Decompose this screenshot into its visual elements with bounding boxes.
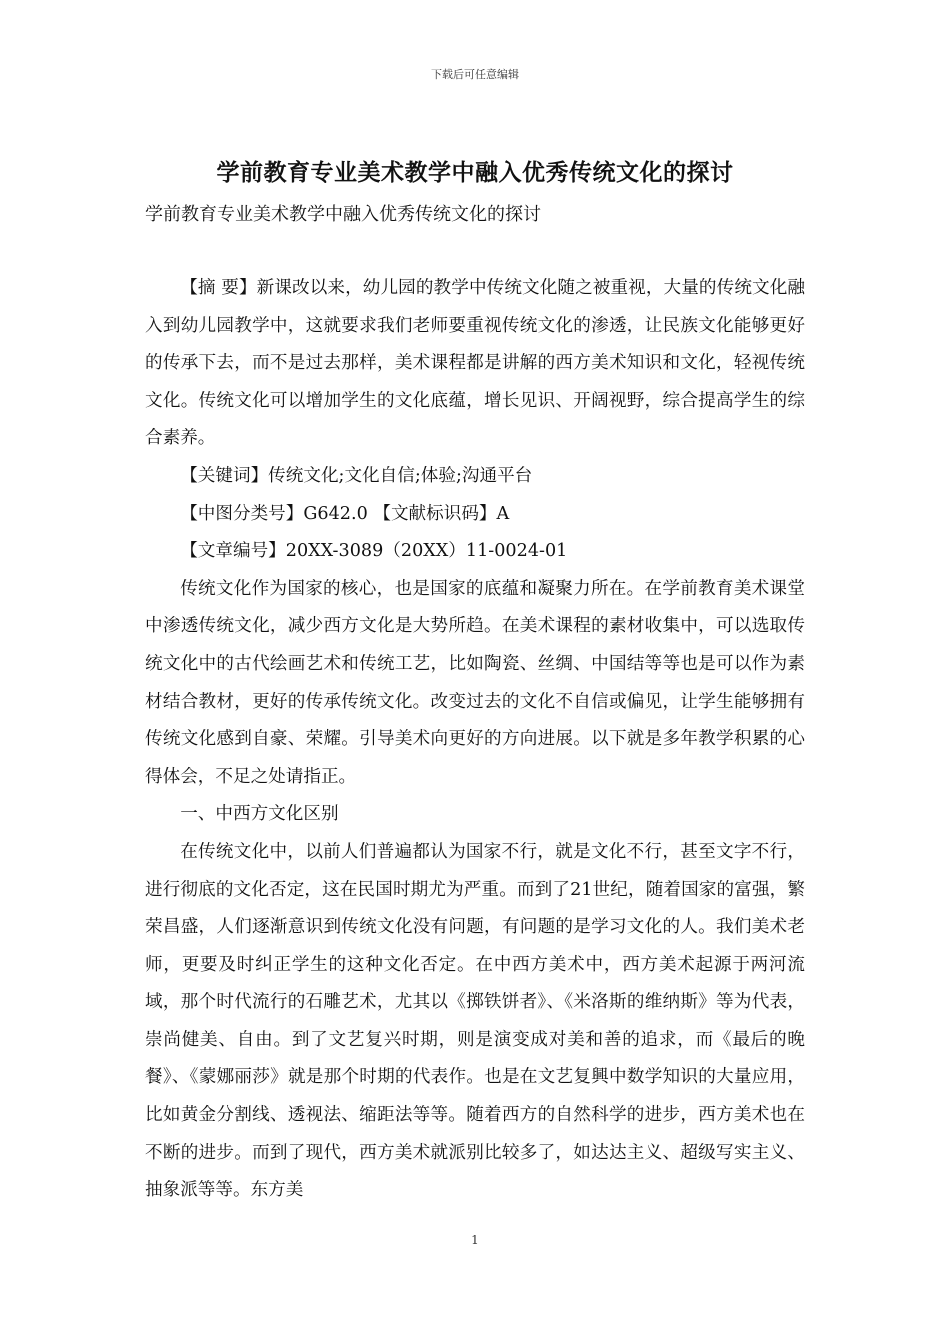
page-number: 1 — [471, 1233, 479, 1247]
intro-paragraph: 传统文化作为国家的核心，也是国家的底蕴和凝聚力所在。在学前教育美术课堂中渗透传统文化，减少西方文化是大势所趋。在美术课程的素材收集中，可以选取传统文化中的古代绘画艺术和传统工艺，比如陶瓷、丝绸、中国结等等也是可以作为素材结合教材，更好的传承传统文化。改变过去的文化不自信或偏见，让学生能够拥有传统文化感到自豪、荣耀。引导美术向更好的方向进展。以下就是多年教学积累的心得体会，不足之处请指正。 — [145, 578, 805, 787]
abstract-paragraph: 【摘 要】新课改以来，幼儿园的教学中传统文化随之被重视，大量的传统文化融入到幼儿园教学中，这就要求我们老师要重视传统文化的渗透，让民族文化能够更好的传承下去，而不是过去那样，美术课程都是讲解的西方美术知识和文化，轻视传统文化。传统文化可以增加学生的文化底蕴，增长见识、开阔视野，综合提高学生的综合素养。 — [145, 278, 805, 449]
document-title: 学前教育专业美术教学中融入优秀传统文化的探讨 — [216, 159, 734, 186]
document-subtitle: 学前教育专业美术教学中融入优秀传统文化的探讨 — [145, 204, 541, 225]
article-number-paragraph: 【文章编号】20XX-3089（20XX）11-0024-01 — [180, 541, 568, 562]
document-body — [145, 270, 805, 1210]
body-paragraph: 在传统文化中，以前人们普遍都认为国家不行，就是文化不行，甚至文字不行，进行彻底的文化否定，这在民国时期尤为严重。而到了21世纪，随着国家的富强，繁荣昌盛，人们逐渐意识到传统文化没有问题，有问题的是学习文化的人。我们美术老师，更要及时纠正学生的这种文化否定。在中西方美术中，西方美术起源于两河流域，那个时代流行的石雕艺术，尤其以《掷铁饼者》、《米洛斯的维纳斯》等为代表，崇尚健美、自由。到了文艺复兴时期，则是演变成对美和善的追求，而《最后的晚餐》、《蒙娜丽莎》就是那个时期的代表作。也是在文艺复興中数学知识的大量应用，比如黄金分割线、透视法、缩距法等等。随着西方的自然科学的进步，西方美术也在不断的进步。而到了现代，西方美术就派别比较多了，如达达主义、超级写实主义、抽象派等等。东方美 — [145, 841, 805, 1201]
classification-paragraph: 【中图分类号】G642.0 【文献标识码】A — [180, 503, 510, 524]
keywords-paragraph: 【关键词】传统文化;文化自信;体验;沟通平台 — [180, 465, 533, 486]
page-header-note: 下载后可任意编辑 — [431, 68, 519, 81]
section-heading: 一、中西方文化区别 — [180, 804, 339, 825]
